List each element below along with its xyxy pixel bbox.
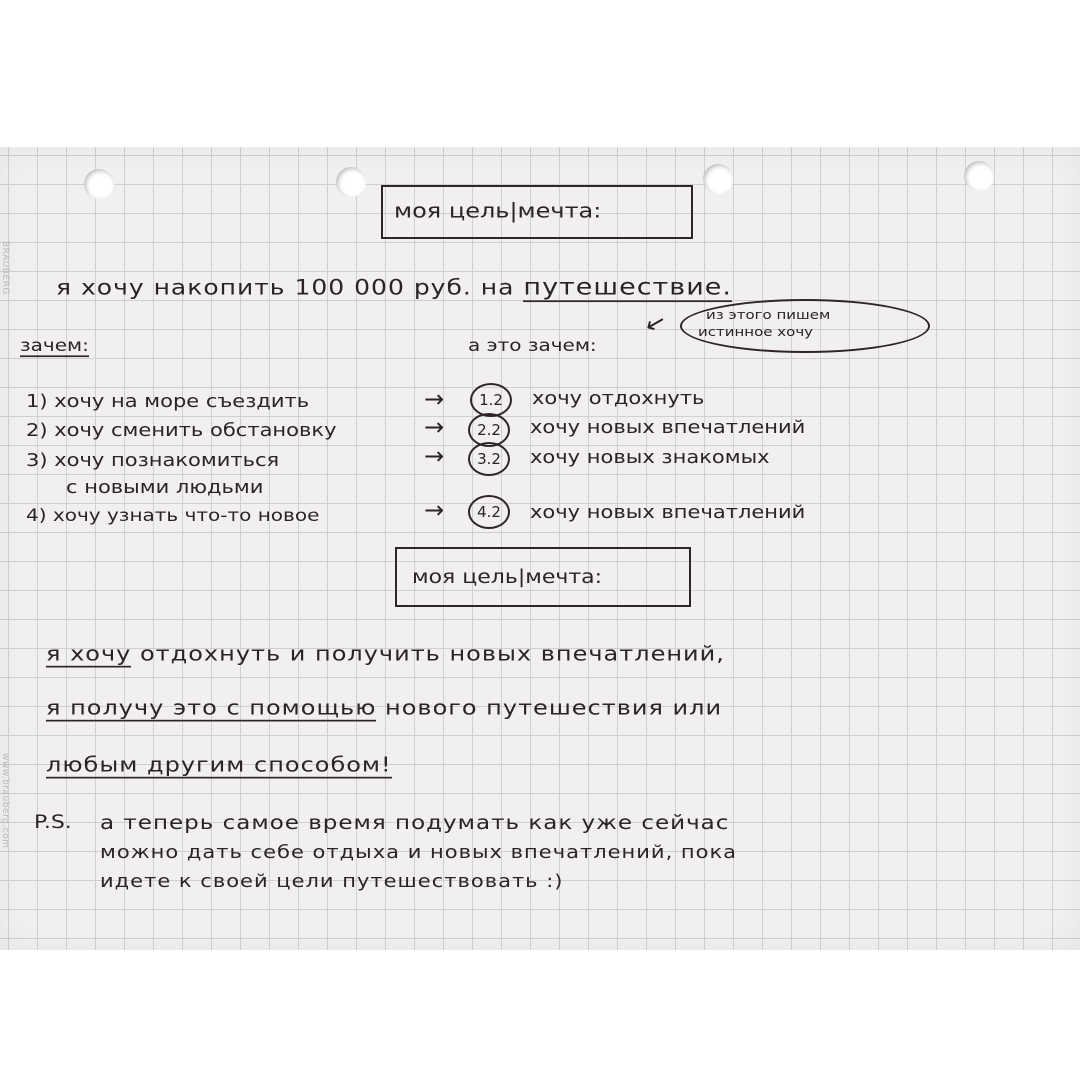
arrow-icon: →	[424, 442, 445, 470]
final-line-1-rest: отдохнуть и получить новых впечатлений,	[139, 642, 725, 666]
reason-3-right: хочу новых знакомых	[530, 447, 770, 468]
final-line-2	[46, 696, 722, 720]
final-line-2-underlined: я получу это с помощью	[46, 696, 377, 720]
reason-1-left: 1) хочу на море съездить	[26, 391, 310, 412]
goal-highlight: путешествие.	[523, 274, 732, 301]
reason-1-right: хочу отдохнуть	[532, 388, 705, 409]
ps-line-3: идете к своей цели путешествовать :)	[100, 871, 564, 892]
punch-hole	[336, 167, 366, 197]
ps-line-1: а теперь самое время подумать как уже сейчас	[100, 812, 730, 835]
reason-4-right: хочу новых впечатлений	[530, 502, 806, 523]
punch-hole	[703, 164, 733, 194]
punch-hole	[964, 161, 994, 191]
goal-prefix: я хочу накопить 100 000 руб. на	[56, 274, 515, 300]
brand-side-label: BRAUBERG	[0, 241, 10, 295]
punch-hole	[84, 169, 114, 199]
final-line-1-underlined: я хочу	[46, 642, 132, 666]
header-title-2: моя цель|мечта:	[412, 567, 603, 589]
reason-3-left: 3) хочу познакомиться	[26, 450, 280, 471]
arrow-icon: →	[424, 413, 445, 441]
arrow-icon: →	[424, 496, 445, 524]
header-title: моя цель|мечта:	[394, 199, 602, 223]
arrow-icon: →	[424, 385, 445, 413]
bubble-line-1: из этого пишем	[706, 307, 831, 323]
reason-1-number: 1.2	[470, 383, 512, 417]
reason-3-number: 3.2	[468, 442, 510, 476]
reason-4-number: 4.2	[468, 495, 510, 529]
reason-2-number: 2.2	[468, 413, 510, 447]
reason-2-left: 2) хочу сменить обстановку	[26, 420, 337, 441]
final-line-3: любым другим способом!	[46, 753, 392, 777]
brand-side-url: www.brauberg.com	[0, 753, 10, 849]
bubble-line-2: истинное хочу	[698, 324, 814, 340]
ps-line-2: можно дать себе отдыха и новых впечатлений, пока	[100, 842, 738, 863]
notebook-sheet	[0, 147, 1080, 950]
why-label: зачем:	[20, 335, 89, 356]
final-line-1	[46, 642, 725, 666]
reason-2-right: хочу новых впечатлений	[530, 417, 806, 438]
final-line-2-rest: нового путешествия или	[385, 696, 723, 720]
reason-4-left: 4) хочу узнать что-то новое	[26, 505, 320, 526]
ps-label: P.S.	[34, 812, 72, 834]
why-again-label: а это зачем:	[468, 335, 597, 356]
reason-3-continuation: с новыми людьми	[66, 477, 264, 498]
bubble-arrow-icon: ←	[639, 305, 671, 341]
goal-sentence	[56, 274, 732, 300]
